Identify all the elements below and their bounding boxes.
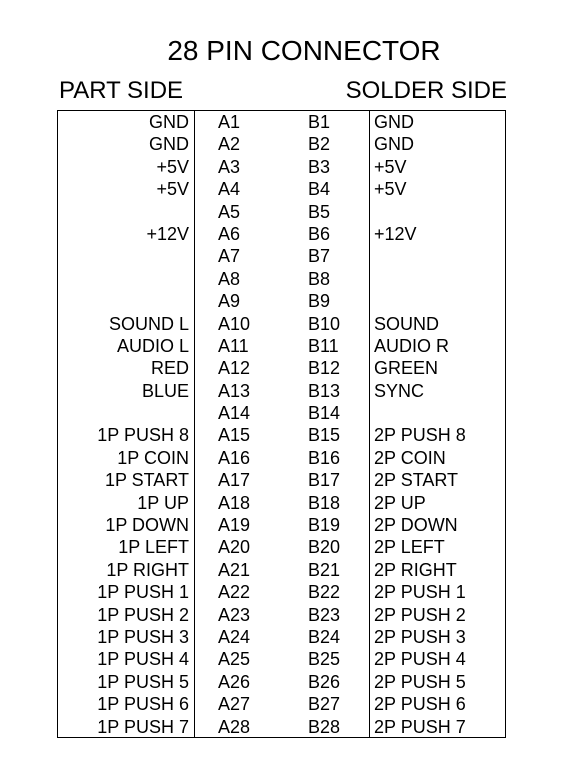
part-side-signal: 1P PUSH 7 [97, 716, 189, 737]
pin-b-label: B28 [308, 716, 341, 737]
table-row [58, 313, 505, 335]
solder-side-signal: AUDIO R [374, 335, 450, 356]
pin-b-label: B13 [308, 380, 341, 401]
pin-b-label: B21 [308, 559, 341, 580]
pin-b-label: B1 [308, 112, 331, 132]
solder-side-signal: 2P LEFT [374, 537, 445, 558]
pinout-rows [58, 111, 505, 738]
table-row [58, 178, 505, 200]
table-row [58, 424, 505, 446]
pin-b-label: B25 [308, 649, 341, 670]
pin-a-label: A6 [218, 223, 241, 244]
solder-side-signal: 2P PUSH 3 [374, 626, 466, 647]
part-side-signal: 1P UP [137, 492, 189, 513]
pin-a-label: A3 [218, 156, 241, 177]
pin-b-label: B12 [308, 358, 341, 379]
solder-side-signal: +12V [374, 223, 417, 244]
pin-a-label: A5 [218, 201, 241, 222]
part-side-signal: 1P PUSH 8 [97, 425, 189, 446]
table-row [58, 671, 505, 693]
table-row [58, 380, 505, 402]
pin-b-label: B27 [308, 694, 341, 715]
part-side-signal: SOUND L [108, 313, 189, 334]
pin-b-label: B19 [308, 515, 341, 536]
pin-b-label: B23 [308, 604, 341, 625]
solder-side-signal: SOUND [374, 313, 440, 334]
solder-side-signal: SYNC [374, 380, 425, 401]
table-row [58, 626, 505, 648]
part-side-signal: GND [149, 134, 189, 155]
pin-b-label: B9 [308, 291, 331, 312]
pin-a-label: A24 [218, 626, 251, 647]
pin-b-label: B18 [308, 492, 341, 513]
solder-side-signal: 2P DOWN [374, 515, 458, 536]
table-row [58, 357, 505, 379]
part-side-signal: GND [149, 112, 189, 132]
pin-a-label: A28 [218, 716, 251, 737]
pin-b-label: B20 [308, 537, 341, 558]
table-row [58, 111, 505, 133]
part-side-signal: 1P PUSH 5 [97, 671, 189, 692]
part-side-signal: 1P PUSH 3 [97, 626, 189, 647]
pin-a-label: A26 [218, 671, 251, 692]
part-side-signal: 1P RIGHT [106, 559, 189, 580]
part-side-signal: RED [150, 358, 189, 379]
pin-a-label: A22 [218, 582, 251, 603]
pin-a-label: A21 [218, 559, 251, 580]
table-row [58, 201, 505, 223]
pin-b-label: B10 [308, 313, 341, 334]
part-side-signal: 1P START [104, 470, 189, 491]
table-row [58, 133, 505, 155]
pin-b-label: B6 [308, 223, 331, 244]
solder-side-signal: 2P START [374, 470, 459, 491]
solder-side-signal: 2P RIGHT [374, 559, 457, 580]
table-row [58, 648, 505, 670]
table-row [58, 604, 505, 626]
pin-a-label: A17 [218, 470, 251, 491]
table-row [58, 693, 505, 715]
table-row [58, 447, 505, 469]
pin-a-label: A13 [218, 380, 251, 401]
solder-side-signal: +5V [374, 179, 407, 200]
table-row [58, 156, 505, 178]
part-side-signal: 1P LEFT [118, 537, 189, 558]
solder-side-signal: 2P PUSH 2 [374, 604, 466, 625]
pin-a-label: A15 [218, 425, 251, 446]
part-side-signal: 1P COIN [117, 447, 189, 468]
table-row [58, 469, 505, 491]
pin-a-label: A7 [218, 246, 241, 267]
solder-side-header: SOLDER SIDE [345, 77, 507, 104]
pin-a-label: A25 [218, 649, 251, 670]
solder-side-signal: 2P PUSH 7 [374, 716, 466, 737]
pin-a-label: A14 [218, 403, 251, 424]
part-side-signal: 1P DOWN [105, 515, 189, 536]
table-row [58, 581, 505, 603]
table-row [58, 335, 505, 357]
table-row [58, 716, 505, 738]
part-side-header: PART SIDE [59, 77, 184, 104]
pin-a-label: A8 [218, 268, 241, 289]
pinout-table [57, 110, 506, 738]
pin-b-label: B7 [308, 246, 331, 267]
pin-b-label: B16 [308, 447, 341, 468]
pin-a-label: A9 [218, 291, 241, 312]
pin-b-label: B5 [308, 201, 331, 222]
part-side-signal: 1P PUSH 4 [97, 649, 189, 670]
table-row [58, 268, 505, 290]
part-side-signal: BLUE [141, 380, 189, 401]
pin-a-label: A4 [218, 179, 241, 200]
solder-side-signal: 2P PUSH 5 [374, 671, 466, 692]
pin-a-label: A12 [218, 358, 251, 379]
solder-side-signal: 2P PUSH 1 [374, 582, 466, 603]
pin-a-label: A20 [218, 537, 251, 558]
solder-side-signal: 2P PUSH 6 [374, 694, 466, 715]
part-side-signal: +12V [146, 223, 189, 244]
pin-b-label: B2 [308, 134, 331, 155]
part-side-signal: AUDIO L [116, 335, 189, 356]
pin-b-label: B26 [308, 671, 341, 692]
solder-side-signal: GREEN [374, 358, 439, 379]
table-row [58, 402, 505, 424]
pin-b-label: B15 [308, 425, 341, 446]
part-side-signal: 1P PUSH 2 [97, 604, 189, 625]
pin-a-label: A19 [218, 515, 251, 536]
pin-b-label: B14 [308, 403, 341, 424]
table-row [58, 514, 505, 536]
part-side-signal: 1P PUSH 1 [97, 582, 189, 603]
pin-a-label: A1 [218, 112, 241, 132]
table-row [58, 536, 505, 558]
table-row [58, 492, 505, 514]
part-side-signal: 1P PUSH 6 [97, 694, 189, 715]
pin-a-label: A11 [218, 335, 249, 356]
pin-b-label: B8 [308, 268, 331, 289]
pin-b-label: B3 [308, 156, 331, 177]
part-side-signal: +5V [156, 179, 189, 200]
pin-a-label: A16 [218, 447, 251, 468]
solder-side-signal: 2P PUSH 8 [374, 425, 466, 446]
pin-b-label: B17 [308, 470, 341, 491]
table-row [58, 245, 505, 267]
pin-a-label: A2 [218, 134, 241, 155]
table-row [58, 559, 505, 581]
pin-b-label: B11 [308, 335, 339, 356]
table-row [58, 290, 505, 312]
pin-b-label: B4 [308, 179, 331, 200]
pin-b-label: B22 [308, 582, 341, 603]
page-title: 28 PIN CONNECTOR [167, 35, 441, 66]
solder-side-signal: 2P UP [374, 492, 426, 513]
pin-a-label: A27 [218, 694, 251, 715]
solder-side-signal: 2P PUSH 4 [374, 649, 466, 670]
solder-side-signal: 2P COIN [374, 447, 446, 468]
pin-a-label: A23 [218, 604, 251, 625]
pin-a-label: A18 [218, 492, 251, 513]
pin-b-label: B24 [308, 626, 341, 647]
solder-side-signal: GND [374, 134, 414, 155]
solder-side-signal: GND [374, 112, 414, 132]
pin-a-label: A10 [218, 313, 251, 334]
solder-side-signal: +5V [374, 156, 407, 177]
table-row [58, 223, 505, 245]
part-side-signal: +5V [156, 156, 189, 177]
